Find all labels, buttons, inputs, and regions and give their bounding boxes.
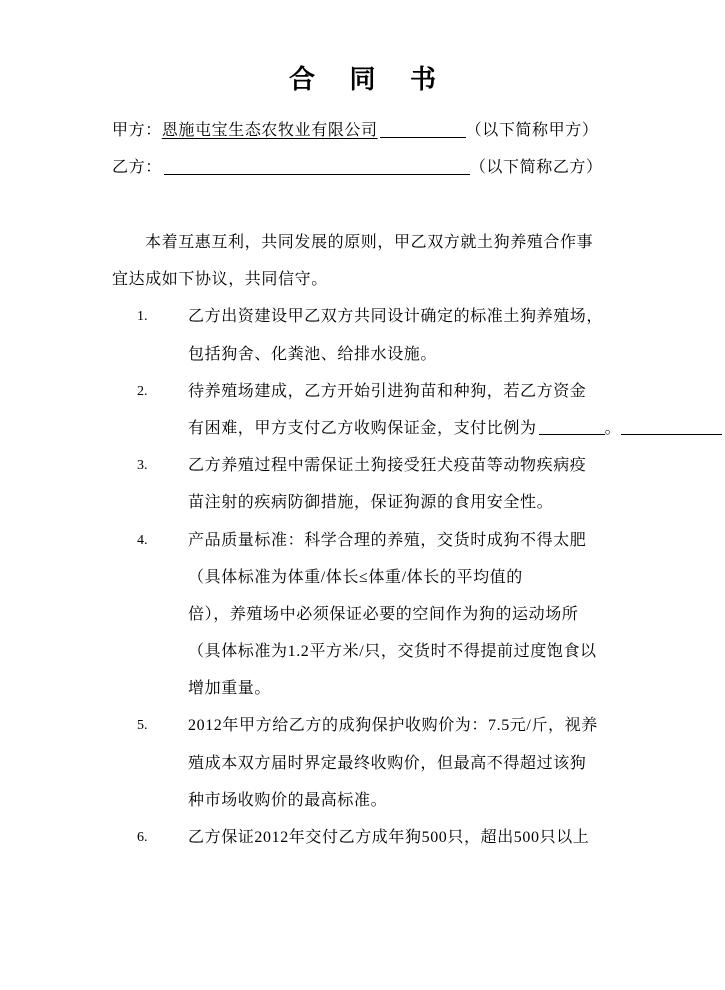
preamble-line: 本着互惠互利，共同发展的原则，甲乙双方就土狗养殖合作事 <box>145 234 594 251</box>
preamble-line: 宜达成如下协议，共同信守。 <box>112 271 328 289</box>
clause-line <box>0 819 725 856</box>
party-b-blank <box>164 160 470 175</box>
clause-1 <box>0 298 725 372</box>
clause-number: 1. <box>137 309 148 325</box>
clause-line <box>0 707 725 744</box>
party-b-suffix: （以下简称乙方） <box>469 159 603 177</box>
parties-section <box>112 112 712 186</box>
clause-number: 4. <box>137 532 148 548</box>
party-a-name: 恩施屯宝生态农牧业有限公司 <box>161 122 378 139</box>
clause-number: 6. <box>137 830 148 845</box>
clause-text: 待养殖场建成，乙方开始引进狗苗和种狗，若乙方资金 <box>188 382 587 400</box>
clause-5 <box>0 707 725 819</box>
clause-line <box>0 447 725 484</box>
clause-number: 5. <box>137 718 148 734</box>
clause-line <box>0 298 725 335</box>
clause-number: 2. <box>137 383 148 399</box>
clause-line: （具体标准为1.2平方米/只，交货时不得提前过度饱食以 <box>188 643 597 661</box>
clause-line: 包括狗舍、化粪池、给排水设施。 <box>188 345 438 363</box>
contract-body <box>0 224 725 856</box>
clause-punctuation: 。 <box>604 419 622 437</box>
clause-2 <box>0 373 725 447</box>
ratio-blank <box>539 420 605 435</box>
clause-text: 2012年甲方给乙方的成狗保护收购价为：7.5元/斤，视养 <box>188 717 598 735</box>
clause-text: 乙方出资建设甲乙双方共同设计确定的标准土狗养殖场， <box>188 308 604 326</box>
document-title: 合 同 书 <box>288 65 446 94</box>
party-a-suffix: （以下简称甲方） <box>465 122 599 139</box>
clause-number: 3. <box>137 458 148 474</box>
clause-line <box>0 410 725 447</box>
trailing-blank <box>621 420 722 435</box>
clause-line: 增加重量。 <box>188 680 272 698</box>
clause-line: 殖成本双方届时界定最终收购价，但最高不得超过该狗 <box>188 754 587 772</box>
clause-text: 乙方养殖过程中需保证土狗接受狂犬疫苗等动物疾病疫 <box>188 457 587 475</box>
party-a-blank <box>380 123 466 138</box>
clause-line: （具体标准为体重/体长≤体重/体长的平均值的 <box>188 568 523 586</box>
clause-line <box>0 373 725 410</box>
clause-text: 产品质量标准：科学合理的养殖，交货时成狗不得太肥 <box>188 531 587 549</box>
clause-3 <box>0 447 725 521</box>
clause-text: 有困难，甲方支付乙方收购保证金，支付比例为 <box>188 419 537 437</box>
party-b-line <box>112 149 712 186</box>
clause-6 <box>0 819 725 856</box>
clause-line <box>0 522 725 559</box>
clause-text: 乙方保证2012年交付乙方成年狗500只，超出500只以上 <box>188 829 590 846</box>
clause-4 <box>0 522 725 708</box>
clause-line: 种市场收购价的最高标准。 <box>188 791 388 809</box>
clause-line: 倍），养殖场中必须保证必要的空间作为狗的运动场所 <box>188 605 579 623</box>
clause-line: 苗注射的疾病防御措施，保证狗源的食用安全性。 <box>188 494 554 512</box>
party-a-label: 甲方： <box>112 122 162 139</box>
party-b-label: 乙方： <box>112 159 162 177</box>
party-a-line <box>112 112 712 149</box>
